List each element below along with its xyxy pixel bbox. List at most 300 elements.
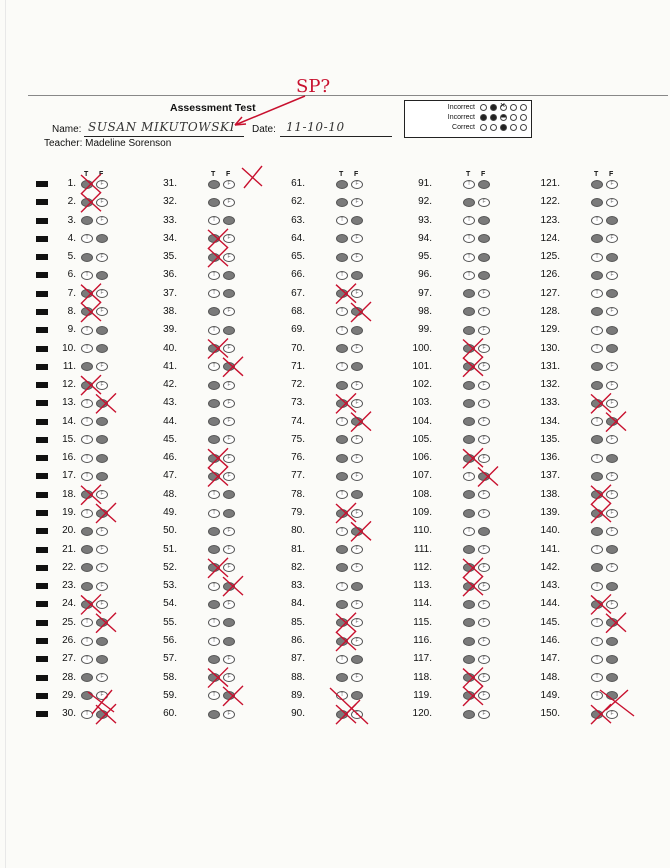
bubble-false[interactable]: F <box>351 435 363 444</box>
bubble-true[interactable]: T <box>336 326 348 335</box>
bubble-false[interactable]: F <box>351 637 363 646</box>
bubble-true[interactable] <box>336 289 348 298</box>
bubble-true[interactable] <box>208 472 220 481</box>
bubble-false[interactable]: F <box>96 216 108 225</box>
bubble-false[interactable]: F <box>478 344 490 353</box>
bubble-false[interactable]: F <box>223 527 235 536</box>
bubble-true[interactable] <box>81 582 93 591</box>
bubble-false[interactable] <box>223 271 235 280</box>
bubble-true[interactable]: T <box>81 417 93 426</box>
bubble-true[interactable] <box>591 563 603 572</box>
bubble-false[interactable]: F <box>223 417 235 426</box>
bubble-false[interactable]: F <box>96 691 108 700</box>
bubble-true[interactable]: T <box>591 673 603 682</box>
bubble-false[interactable]: F <box>478 435 490 444</box>
bubble-true[interactable]: T <box>208 216 220 225</box>
bubble-false[interactable]: F <box>606 472 618 481</box>
bubble-true[interactable]: T <box>336 490 348 499</box>
bubble-true[interactable]: T <box>463 180 475 189</box>
bubble-true[interactable]: T <box>591 344 603 353</box>
bubble-true[interactable]: T <box>336 307 348 316</box>
bubble-true[interactable]: T <box>336 362 348 371</box>
bubble-false[interactable]: F <box>478 691 490 700</box>
bubble-false[interactable]: F <box>96 563 108 572</box>
bubble-true[interactable]: T <box>463 234 475 243</box>
bubble-false[interactable] <box>606 216 618 225</box>
bubble-false[interactable]: F <box>478 326 490 335</box>
bubble-true[interactable] <box>463 381 475 390</box>
bubble-true[interactable] <box>81 216 93 225</box>
bubble-false[interactable] <box>478 180 490 189</box>
bubble-false[interactable]: F <box>606 180 618 189</box>
bubble-true[interactable]: T <box>208 326 220 335</box>
bubble-true[interactable]: T <box>208 691 220 700</box>
bubble-false[interactable]: F <box>606 399 618 408</box>
bubble-true[interactable] <box>591 490 603 499</box>
bubble-true[interactable] <box>81 563 93 572</box>
bubble-false[interactable] <box>351 691 363 700</box>
bubble-false[interactable]: F <box>223 673 235 682</box>
bubble-false[interactable]: F <box>96 307 108 316</box>
bubble-true[interactable] <box>463 399 475 408</box>
bubble-true[interactable] <box>591 399 603 408</box>
bubble-true[interactable]: T <box>336 417 348 426</box>
bubble-true[interactable]: T <box>591 655 603 664</box>
bubble-false[interactable] <box>606 326 618 335</box>
bubble-true[interactable] <box>463 417 475 426</box>
bubble-false[interactable]: F <box>223 435 235 444</box>
bubble-false[interactable]: F <box>478 198 490 207</box>
bubble-false[interactable]: F <box>606 600 618 609</box>
bubble-true[interactable] <box>208 417 220 426</box>
bubble-true[interactable] <box>336 563 348 572</box>
bubble-false[interactable]: F <box>351 472 363 481</box>
bubble-false[interactable] <box>606 253 618 262</box>
bubble-true[interactable] <box>336 618 348 627</box>
bubble-false[interactable] <box>478 472 490 481</box>
bubble-false[interactable] <box>223 509 235 518</box>
bubble-true[interactable]: T <box>591 454 603 463</box>
bubble-true[interactable] <box>463 344 475 353</box>
bubble-false[interactable] <box>478 216 490 225</box>
bubble-false[interactable]: F <box>351 180 363 189</box>
bubble-true[interactable]: T <box>208 490 220 499</box>
bubble-false[interactable]: F <box>478 545 490 554</box>
bubble-true[interactable] <box>336 435 348 444</box>
bubble-true[interactable] <box>463 545 475 554</box>
bubble-true[interactable] <box>81 527 93 536</box>
bubble-false[interactable] <box>351 216 363 225</box>
bubble-false[interactable] <box>96 655 108 664</box>
bubble-true[interactable] <box>336 198 348 207</box>
bubble-true[interactable] <box>336 710 348 719</box>
bubble-true[interactable]: T <box>81 637 93 646</box>
bubble-true[interactable] <box>591 509 603 518</box>
bubble-false[interactable] <box>606 545 618 554</box>
bubble-false[interactable]: F <box>351 344 363 353</box>
bubble-false[interactable] <box>96 344 108 353</box>
bubble-true[interactable] <box>208 344 220 353</box>
bubble-true[interactable] <box>463 435 475 444</box>
bubble-true[interactable]: T <box>208 509 220 518</box>
bubble-true[interactable]: T <box>208 582 220 591</box>
bubble-false[interactable]: F <box>96 180 108 189</box>
bubble-false[interactable]: F <box>606 198 618 207</box>
bubble-true[interactable]: T <box>208 271 220 280</box>
bubble-false[interactable]: F <box>606 490 618 499</box>
bubble-false[interactable] <box>96 326 108 335</box>
bubble-true[interactable]: T <box>81 509 93 518</box>
bubble-true[interactable] <box>591 600 603 609</box>
bubble-false[interactable]: F <box>478 618 490 627</box>
bubble-true[interactable]: T <box>336 655 348 664</box>
bubble-false[interactable] <box>351 582 363 591</box>
bubble-true[interactable]: T <box>336 527 348 536</box>
bubble-false[interactable] <box>96 618 108 627</box>
bubble-false[interactable]: F <box>351 399 363 408</box>
bubble-true[interactable]: T <box>81 710 93 719</box>
bubble-true[interactable] <box>463 673 475 682</box>
bubble-false[interactable]: F <box>478 600 490 609</box>
bubble-false[interactable]: F <box>96 289 108 298</box>
bubble-false[interactable]: F <box>351 710 363 719</box>
bubble-true[interactable] <box>81 673 93 682</box>
bubble-false[interactable]: F <box>606 362 618 371</box>
bubble-true[interactable] <box>208 180 220 189</box>
bubble-true[interactable]: T <box>336 216 348 225</box>
bubble-true[interactable] <box>591 198 603 207</box>
bubble-true[interactable] <box>463 307 475 316</box>
bubble-false[interactable]: F <box>606 381 618 390</box>
bubble-false[interactable]: F <box>223 600 235 609</box>
bubble-true[interactable] <box>591 362 603 371</box>
bubble-true[interactable]: T <box>591 289 603 298</box>
bubble-false[interactable]: F <box>478 673 490 682</box>
bubble-true[interactable] <box>208 710 220 719</box>
bubble-false[interactable]: F <box>606 509 618 518</box>
bubble-false[interactable]: F <box>223 198 235 207</box>
bubble-true[interactable] <box>463 362 475 371</box>
bubble-true[interactable] <box>208 307 220 316</box>
bubble-false[interactable]: F <box>96 381 108 390</box>
bubble-false[interactable]: F <box>223 344 235 353</box>
bubble-true[interactable] <box>81 600 93 609</box>
bubble-true[interactable] <box>336 180 348 189</box>
bubble-true[interactable]: T <box>336 271 348 280</box>
bubble-false[interactable] <box>351 271 363 280</box>
bubble-false[interactable]: F <box>478 490 490 499</box>
bubble-false[interactable]: F <box>96 362 108 371</box>
bubble-false[interactable]: F <box>223 307 235 316</box>
bubble-true[interactable] <box>81 180 93 189</box>
bubble-true[interactable] <box>208 198 220 207</box>
bubble-true[interactable]: T <box>591 417 603 426</box>
bubble-false[interactable] <box>223 582 235 591</box>
bubble-false[interactable] <box>478 271 490 280</box>
bubble-true[interactable] <box>591 472 603 481</box>
bubble-true[interactable] <box>463 582 475 591</box>
bubble-true[interactable] <box>208 234 220 243</box>
bubble-true[interactable] <box>208 381 220 390</box>
bubble-false[interactable]: F <box>96 198 108 207</box>
bubble-true[interactable]: T <box>463 216 475 225</box>
bubble-false[interactable]: F <box>478 582 490 591</box>
bubble-true[interactable] <box>81 490 93 499</box>
bubble-true[interactable] <box>208 399 220 408</box>
bubble-false[interactable] <box>351 417 363 426</box>
bubble-false[interactable] <box>478 253 490 262</box>
bubble-false[interactable] <box>351 307 363 316</box>
bubble-true[interactable] <box>336 381 348 390</box>
bubble-false[interactable]: F <box>223 454 235 463</box>
bubble-false[interactable]: F <box>351 618 363 627</box>
bubble-false[interactable]: F <box>606 710 618 719</box>
bubble-true[interactable] <box>463 637 475 646</box>
bubble-true[interactable] <box>81 198 93 207</box>
bubble-false[interactable] <box>606 344 618 353</box>
bubble-true[interactable] <box>463 454 475 463</box>
bubble-true[interactable] <box>463 326 475 335</box>
bubble-false[interactable]: F <box>223 399 235 408</box>
bubble-true[interactable]: T <box>81 271 93 280</box>
bubble-false[interactable] <box>606 637 618 646</box>
bubble-false[interactable] <box>223 691 235 700</box>
bubble-false[interactable] <box>606 673 618 682</box>
bubble-true[interactable] <box>208 673 220 682</box>
bubble-true[interactable]: T <box>591 691 603 700</box>
bubble-false[interactable] <box>606 289 618 298</box>
bubble-true[interactable]: T <box>591 582 603 591</box>
bubble-true[interactable] <box>336 545 348 554</box>
bubble-false[interactable]: F <box>351 253 363 262</box>
bubble-false[interactable] <box>96 454 108 463</box>
bubble-false[interactable] <box>351 326 363 335</box>
bubble-false[interactable]: F <box>96 673 108 682</box>
bubble-false[interactable]: F <box>223 710 235 719</box>
bubble-false[interactable]: F <box>223 180 235 189</box>
bubble-false[interactable] <box>223 216 235 225</box>
bubble-false[interactable]: F <box>606 563 618 572</box>
bubble-true[interactable] <box>591 381 603 390</box>
bubble-false[interactable]: F <box>223 253 235 262</box>
bubble-true[interactable] <box>336 600 348 609</box>
bubble-true[interactable]: T <box>81 435 93 444</box>
bubble-false[interactable]: F <box>351 454 363 463</box>
bubble-false[interactable]: F <box>351 289 363 298</box>
bubble-true[interactable] <box>208 545 220 554</box>
bubble-true[interactable]: T <box>336 691 348 700</box>
bubble-true[interactable] <box>591 710 603 719</box>
bubble-true[interactable]: T <box>81 399 93 408</box>
bubble-false[interactable]: F <box>478 509 490 518</box>
bubble-false[interactable] <box>223 362 235 371</box>
bubble-false[interactable]: F <box>478 362 490 371</box>
bubble-true[interactable]: T <box>591 326 603 335</box>
bubble-false[interactable] <box>606 691 618 700</box>
bubble-true[interactable] <box>81 381 93 390</box>
bubble-true[interactable] <box>463 618 475 627</box>
bubble-true[interactable] <box>591 527 603 536</box>
bubble-true[interactable]: T <box>81 472 93 481</box>
bubble-false[interactable]: F <box>478 563 490 572</box>
bubble-false[interactable]: F <box>478 637 490 646</box>
bubble-false[interactable]: F <box>223 381 235 390</box>
bubble-true[interactable] <box>463 600 475 609</box>
bubble-false[interactable]: F <box>606 527 618 536</box>
bubble-true[interactable] <box>81 362 93 371</box>
bubble-true[interactable] <box>591 271 603 280</box>
bubble-false[interactable]: F <box>351 381 363 390</box>
bubble-false[interactable]: F <box>606 234 618 243</box>
bubble-true[interactable] <box>336 399 348 408</box>
bubble-false[interactable] <box>96 472 108 481</box>
bubble-true[interactable]: T <box>81 655 93 664</box>
bubble-true[interactable]: T <box>81 326 93 335</box>
bubble-false[interactable] <box>351 655 363 664</box>
bubble-true[interactable]: T <box>591 253 603 262</box>
bubble-false[interactable] <box>96 234 108 243</box>
bubble-true[interactable]: T <box>591 618 603 627</box>
bubble-true[interactable]: T <box>208 362 220 371</box>
bubble-false[interactable] <box>96 710 108 719</box>
bubble-true[interactable] <box>463 198 475 207</box>
bubble-false[interactable]: F <box>478 399 490 408</box>
bubble-false[interactable]: F <box>96 545 108 554</box>
bubble-false[interactable] <box>96 417 108 426</box>
bubble-false[interactable] <box>223 490 235 499</box>
bubble-false[interactable]: F <box>96 527 108 536</box>
bubble-false[interactable]: F <box>223 545 235 554</box>
bubble-false[interactable] <box>96 399 108 408</box>
bubble-false[interactable] <box>223 637 235 646</box>
bubble-true[interactable] <box>591 435 603 444</box>
bubble-true[interactable]: T <box>591 216 603 225</box>
bubble-true[interactable]: T <box>208 637 220 646</box>
bubble-false[interactable]: F <box>223 655 235 664</box>
bubble-true[interactable] <box>208 563 220 572</box>
bubble-false[interactable]: F <box>96 582 108 591</box>
bubble-true[interactable] <box>463 691 475 700</box>
bubble-false[interactable]: F <box>351 545 363 554</box>
bubble-false[interactable]: F <box>351 673 363 682</box>
bubble-false[interactable]: F <box>478 454 490 463</box>
bubble-true[interactable]: T <box>81 234 93 243</box>
bubble-true[interactable] <box>336 234 348 243</box>
bubble-false[interactable]: F <box>96 600 108 609</box>
bubble-true[interactable] <box>81 691 93 700</box>
bubble-true[interactable] <box>463 563 475 572</box>
bubble-false[interactable]: F <box>606 271 618 280</box>
bubble-true[interactable] <box>208 655 220 664</box>
bubble-false[interactable]: F <box>478 381 490 390</box>
bubble-true[interactable] <box>336 454 348 463</box>
bubble-true[interactable]: T <box>591 637 603 646</box>
bubble-true[interactable]: T <box>208 289 220 298</box>
bubble-false[interactable]: F <box>351 563 363 572</box>
bubble-true[interactable]: T <box>463 253 475 262</box>
bubble-false[interactable] <box>223 618 235 627</box>
bubble-false[interactable] <box>96 637 108 646</box>
bubble-true[interactable] <box>463 509 475 518</box>
bubble-false[interactable]: F <box>96 253 108 262</box>
bubble-false[interactable] <box>351 490 363 499</box>
bubble-true[interactable] <box>463 655 475 664</box>
bubble-false[interactable] <box>351 362 363 371</box>
bubble-true[interactable]: T <box>81 618 93 627</box>
bubble-false[interactable]: F <box>351 600 363 609</box>
bubble-true[interactable]: T <box>591 545 603 554</box>
bubble-true[interactable] <box>81 253 93 262</box>
bubble-true[interactable]: T <box>208 618 220 627</box>
bubble-false[interactable] <box>606 618 618 627</box>
bubble-true[interactable] <box>463 490 475 499</box>
bubble-true[interactable] <box>591 307 603 316</box>
bubble-false[interactable]: F <box>223 472 235 481</box>
bubble-true[interactable] <box>336 637 348 646</box>
bubble-false[interactable] <box>606 417 618 426</box>
bubble-false[interactable] <box>606 655 618 664</box>
bubble-true[interactable] <box>591 234 603 243</box>
bubble-false[interactable] <box>478 527 490 536</box>
bubble-false[interactable] <box>478 234 490 243</box>
bubble-true[interactable]: T <box>463 527 475 536</box>
bubble-false[interactable] <box>223 326 235 335</box>
bubble-false[interactable]: F <box>478 307 490 316</box>
bubble-true[interactable] <box>81 289 93 298</box>
bubble-true[interactable]: T <box>463 472 475 481</box>
bubble-false[interactable] <box>223 289 235 298</box>
bubble-false[interactable]: F <box>478 289 490 298</box>
bubble-true[interactable]: T <box>81 344 93 353</box>
bubble-false[interactable] <box>351 527 363 536</box>
bubble-false[interactable]: F <box>606 435 618 444</box>
bubble-false[interactable]: F <box>351 198 363 207</box>
bubble-false[interactable] <box>96 509 108 518</box>
bubble-true[interactable]: T <box>81 454 93 463</box>
bubble-true[interactable] <box>81 545 93 554</box>
bubble-true[interactable] <box>336 472 348 481</box>
bubble-false[interactable] <box>606 582 618 591</box>
bubble-true[interactable]: T <box>336 582 348 591</box>
bubble-true[interactable] <box>336 673 348 682</box>
bubble-true[interactable]: T <box>463 271 475 280</box>
bubble-true[interactable] <box>208 253 220 262</box>
bubble-true[interactable] <box>208 527 220 536</box>
bubble-false[interactable]: F <box>223 234 235 243</box>
bubble-false[interactable]: F <box>478 655 490 664</box>
bubble-true[interactable] <box>208 600 220 609</box>
bubble-true[interactable] <box>336 509 348 518</box>
bubble-false[interactable]: F <box>351 509 363 518</box>
bubble-false[interactable]: F <box>223 563 235 572</box>
bubble-true[interactable] <box>336 253 348 262</box>
bubble-false[interactable] <box>606 454 618 463</box>
bubble-false[interactable]: F <box>606 307 618 316</box>
bubble-false[interactable]: F <box>96 490 108 499</box>
bubble-true[interactable] <box>463 289 475 298</box>
bubble-false[interactable]: F <box>351 234 363 243</box>
bubble-true[interactable] <box>463 710 475 719</box>
bubble-true[interactable] <box>591 180 603 189</box>
bubble-true[interactable] <box>208 435 220 444</box>
bubble-false[interactable]: F <box>478 710 490 719</box>
bubble-false[interactable] <box>96 435 108 444</box>
bubble-true[interactable] <box>336 344 348 353</box>
bubble-false[interactable] <box>96 271 108 280</box>
bubble-false[interactable]: F <box>478 417 490 426</box>
bubble-true[interactable] <box>81 307 93 316</box>
bubble-true[interactable] <box>208 454 220 463</box>
